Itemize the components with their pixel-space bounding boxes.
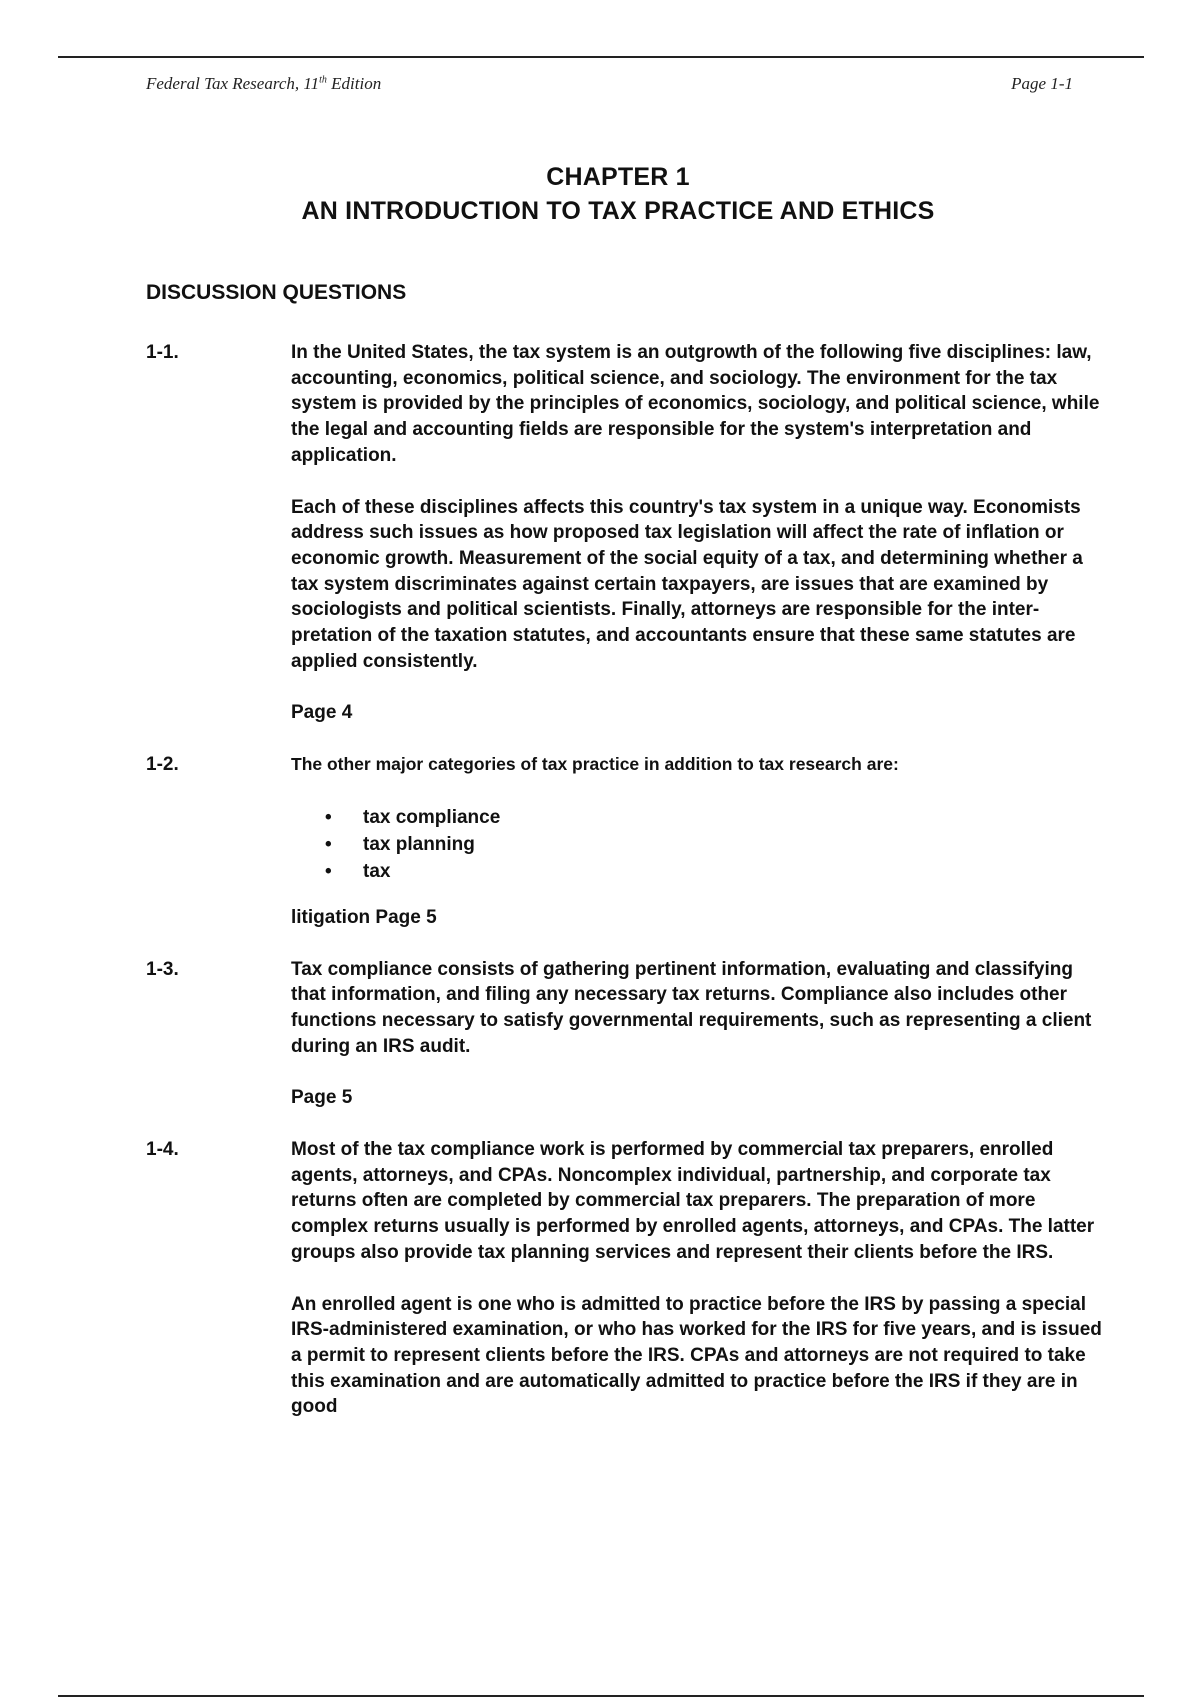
answer-paragraph: Tax compliance consists of gathering pertinent information, evaluating and classifying that information, and filing any necessary tax returns. Compliance also includes other functions necessary to satisfy governmental requirements, such as representing a client during an IRS audit. xyxy=(291,958,1092,1057)
bullet-icon: • xyxy=(325,833,332,855)
list-item-text: tax compliance xyxy=(363,806,501,828)
practice-categories-list xyxy=(291,804,1106,885)
questions-list xyxy=(146,340,1106,1446)
running-header-book-title xyxy=(146,74,381,94)
question-1-2 xyxy=(146,752,1106,930)
answer-paragraph: In the United States, the tax system is an outgrowth of the following five disciplines: law, accounting, economics, political science, and sociology. The environment for the tax system is provided by the principles of economics, sociology, and political science, while the legal and accounting fields are responsible for the system's interpretation and application. xyxy=(291,342,1100,466)
question-number: 1-1. xyxy=(146,342,179,363)
question-1-4 xyxy=(146,1137,1106,1420)
question-body xyxy=(291,752,1106,930)
chapter-title: AN INTRODUCTION TO TAX PRACTICE AND ETHICS xyxy=(301,197,935,225)
edition-superscript: th xyxy=(319,74,327,86)
bullet-icon: • xyxy=(325,806,332,828)
list-item xyxy=(325,804,1106,831)
question-number: 1-4. xyxy=(146,1139,179,1161)
question-number: 1-2. xyxy=(146,754,179,776)
running-header-page-label: Page 1-1 xyxy=(1011,74,1073,93)
question-number: 1-3. xyxy=(146,958,179,980)
chapter-title-block xyxy=(0,160,1200,228)
answer-paragraph: An enrolled agent is one who is admitted to practice before the IRS by passing a special IRS-administered examination, or who has worked for the IRS for five years, and is issued a permit to represent clients before the IRS. CPAs and attorneys are not required to take this examination and are automatically admitted to practice before the IRS if they are in good xyxy=(291,1293,1102,1418)
page-reference: Page 5 xyxy=(291,1087,353,1109)
page-reference: Page 4 xyxy=(291,702,353,724)
bullet-icon: • xyxy=(325,860,332,882)
question-body xyxy=(291,1137,1106,1420)
edition-word: Edition xyxy=(326,74,382,93)
list-item xyxy=(325,858,1106,885)
book-title-text: Federal Tax Research, 11 xyxy=(146,74,320,93)
question-1-3 xyxy=(146,957,1106,1112)
section-heading: DISCUSSION QUESTIONS xyxy=(146,281,407,304)
question-body xyxy=(291,957,1106,1112)
answer-intro: The other major categories of tax practice in addition to tax research are: xyxy=(291,754,899,775)
chapter-number: CHAPTER 1 xyxy=(546,163,690,191)
question-1-1 xyxy=(146,340,1106,726)
answer-paragraph: Most of the tax compliance work is performed by commercial tax preparers, enrolled agents, attorneys, and CPAs. Noncomplex individual, partnership, and corporate tax returns often are completed by commercial tax preparers. The preparation of more complex returns usually is performed by enrolled agents, attorneys, and CPAs. The latter groups also provide tax planning services and represent their clients before the IRS. xyxy=(291,1139,1095,1263)
question-body xyxy=(291,340,1106,726)
list-item-text: tax xyxy=(363,860,391,882)
top-rule xyxy=(58,56,1144,58)
page-reference: litigation Page 5 xyxy=(291,906,437,928)
list-item xyxy=(325,831,1106,858)
bottom-rule xyxy=(58,1695,1144,1697)
list-item-text: tax planning xyxy=(363,833,475,855)
answer-paragraph: Each of these disciplines affects this country's tax system in a unique way. Economists address such issues as how proposed tax legislation will affect the rate of inflation or economic growth. Measurement of the social equity of a tax, and determining whether a tax system discriminates against certain taxpayers, are issues that are examined by sociologists and political scientists. Finally, attorneys are responsible for the inter-pretation of the taxation statutes, and accountants ensure that these same statutes are applied consistently. xyxy=(291,496,1083,672)
